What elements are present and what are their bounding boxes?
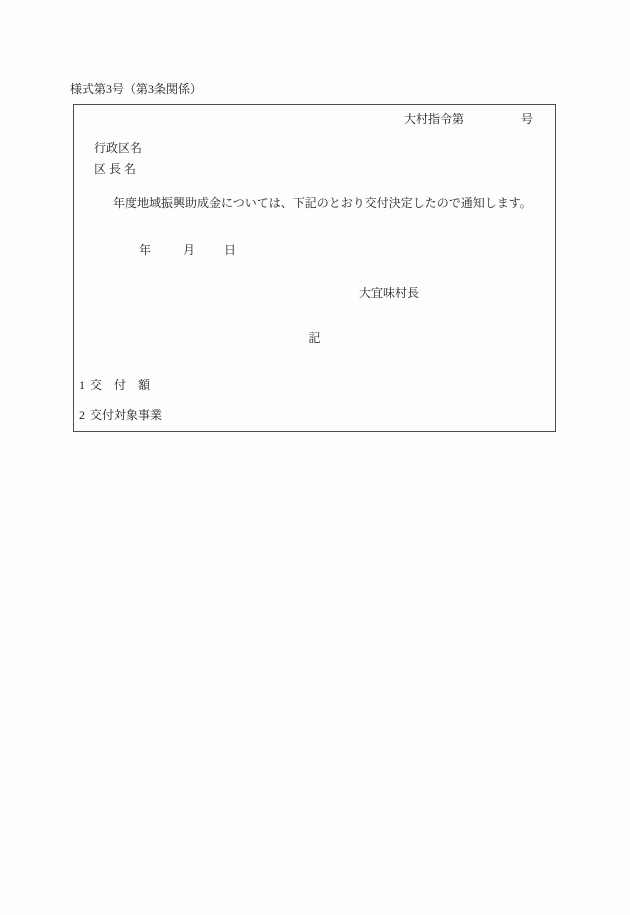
item-number: 1 xyxy=(79,378,85,392)
addressee-chief-label: 区 長 名 xyxy=(94,162,137,176)
addressee-district-label: 行政区名 xyxy=(94,141,143,155)
date-year-label: 年 xyxy=(139,243,152,257)
notice-box xyxy=(73,104,556,432)
list-item-grant-target-project xyxy=(74,408,555,422)
date-day-label: 日 xyxy=(224,243,237,257)
sender-name: 大宜味村長 xyxy=(359,286,420,300)
list-item-grant-amount xyxy=(74,378,555,392)
doc-number-suffix: 号 xyxy=(521,112,534,126)
date-month-label: 月 xyxy=(183,243,196,257)
notice-body-text: 年度地域振興助成金については、下記のとおり交付決定したので通知します。 xyxy=(113,196,532,210)
date-line xyxy=(74,243,555,257)
item-label: 交付対象事業 xyxy=(90,408,163,422)
item-number: 2 xyxy=(79,408,85,422)
record-heading: 記 xyxy=(308,331,321,345)
doc-number-prefix: 大村指令第 xyxy=(404,112,465,126)
form-label: 様式第3号（第3条関係） xyxy=(70,82,203,96)
item-label: 交 付 額 xyxy=(90,378,151,392)
